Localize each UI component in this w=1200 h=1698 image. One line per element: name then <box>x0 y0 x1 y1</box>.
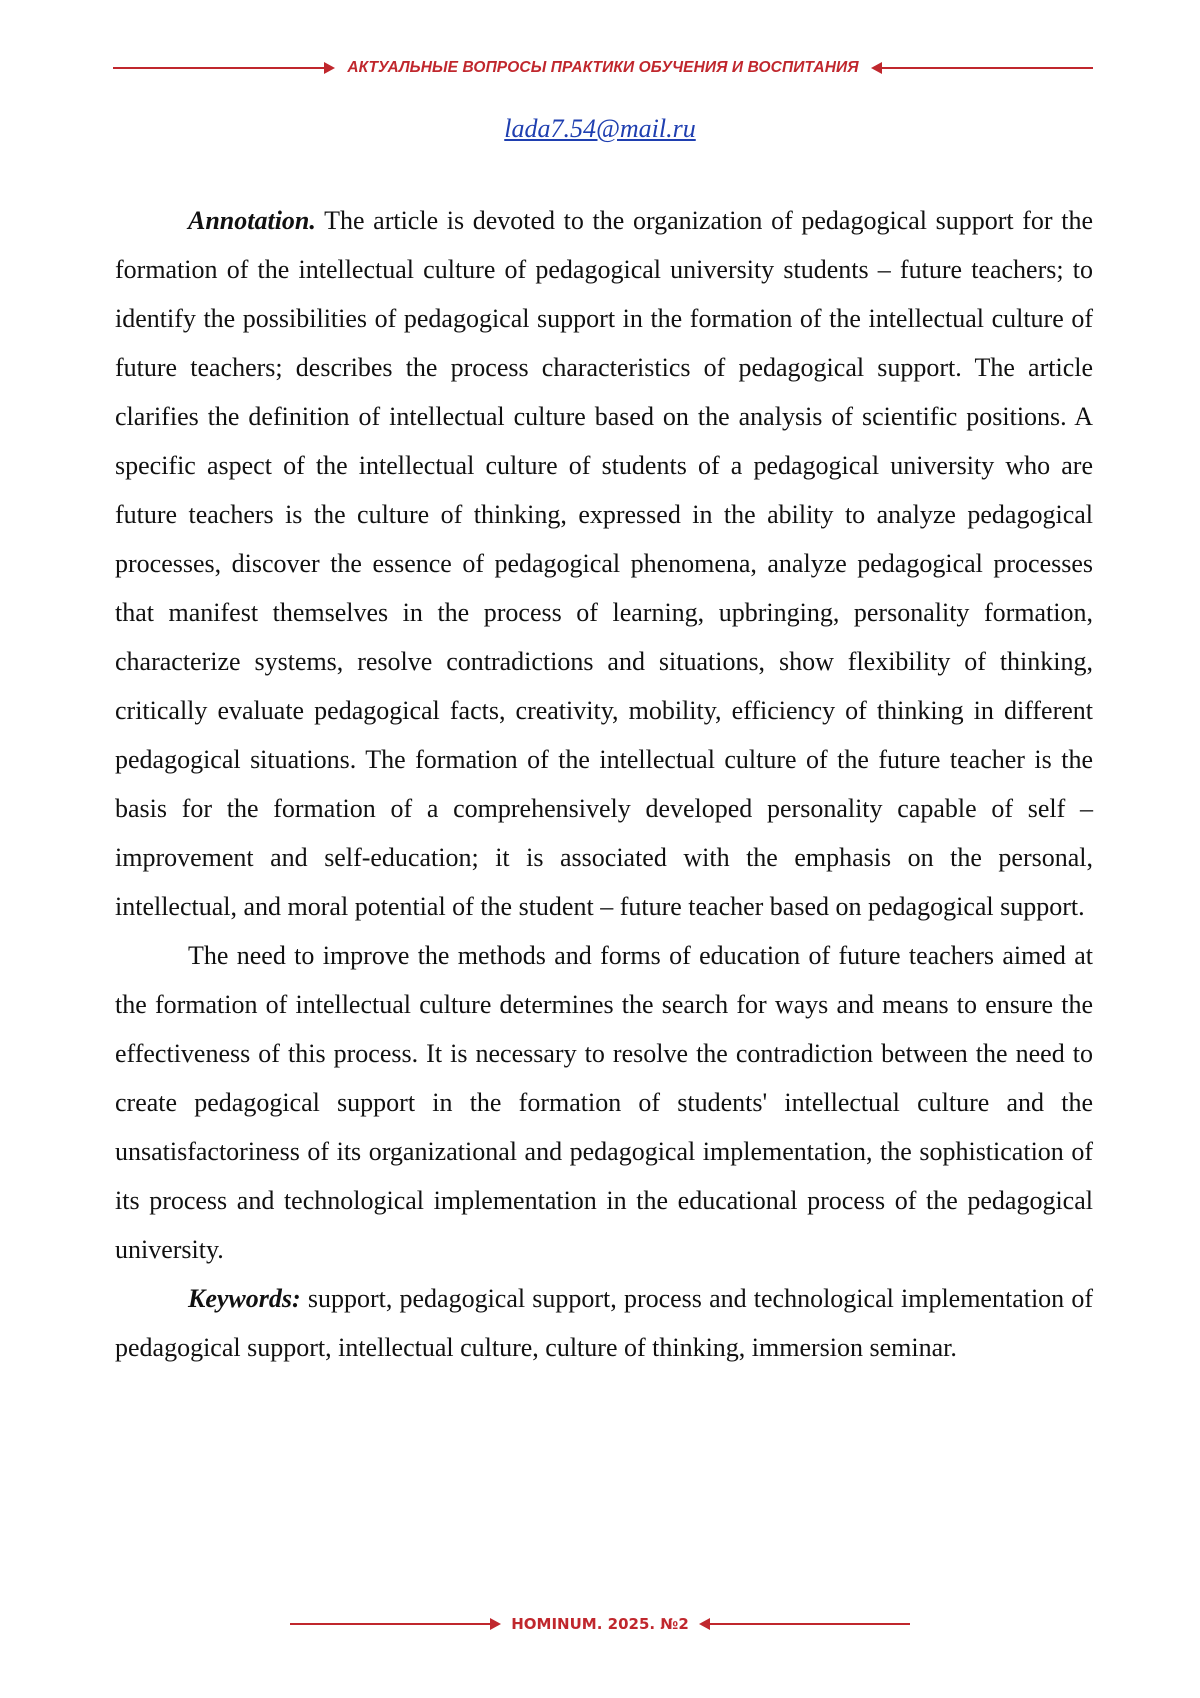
running-footer <box>290 1612 910 1636</box>
journal-section-title: АКТУАЛЬНЫЕ ВОПРОСЫ ПРАКТИКИ ОБУЧЕНИЯ И ВОСПИТАНИЯ <box>347 59 859 76</box>
footer-left-arrow-rule <box>290 1623 499 1625</box>
keywords-label: Keywords: <box>188 1284 301 1313</box>
annotation-text: The article is devoted to the organization of pedagogical support for the formation of the intellectual culture of pedagogical university students – future teachers; to identify the possibilities of pedagogical support in the formation of the intellectual culture of future teachers; describes the process characteristics of pedagogical support. The article clarifies the definition of intellectual culture based on the analysis of scientific positions. A specific aspect of the intellectual culture of students of a pedagogical university who are future teachers is the culture of thinking, expressed in the ability to analyze pedagogical processes, discover the essence of pedagogical phenomena, analyze pedagogical processes that manifest themselves in the process of learning, upbringing, personality formation, characterize systems, resolve contradictions and situations, show flexibility of thinking, critically evaluate pedagogical facts, creativity, mobility, efficiency of thinking in different pedagogical situations. The formation of the intellectual culture of the future teacher is the basis for the formation of a comprehensively developed personality capable of self – improvement and self-education; it is associated with the emphasis on the personal, intellectual, and moral potential of the student – future teacher based on pedagogical support. <box>115 206 1093 921</box>
keywords-text: support, pedagogical support, process and technological implementation of pedagogical support, intellectual culture, culture of thinking, immersion seminar. <box>115 1284 1093 1362</box>
running-header <box>113 56 1093 80</box>
footer-right-arrow-rule <box>701 1623 910 1625</box>
annotation-label: Annotation. <box>188 206 316 235</box>
annotation-paragraph <box>115 196 1093 931</box>
journal-issue-label: HOMINUM. 2025. №2 <box>511 1615 689 1633</box>
keywords-paragraph <box>115 1274 1093 1372</box>
header-right-arrow-rule <box>873 67 1093 69</box>
article-body <box>115 196 1093 1372</box>
author-email-line <box>0 114 1200 144</box>
author-email-link[interactable]: lada7.54@mail.ru <box>504 114 696 143</box>
header-left-arrow-rule <box>113 67 333 69</box>
body-paragraph: The need to improve the methods and forms of education of future teachers aimed at the formation of intellectual culture determines the search for ways and means to ensure the effectiveness of this process. It is necessary to resolve the contradiction between the need to create pedagogical support in the formation of students' intellectual culture and the unsatisfactoriness of its organizational and pedagogical implementation, the sophistication of its process and technological implementation in the educational process of the pedagogical university. <box>115 941 1093 1264</box>
